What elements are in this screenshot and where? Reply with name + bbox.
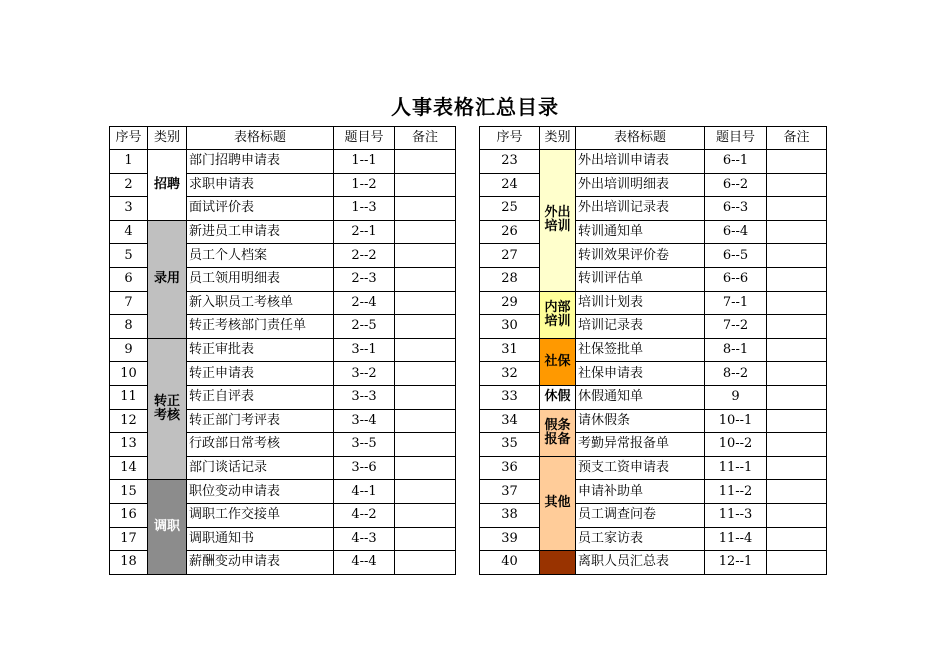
row-code: 11--3 — [705, 503, 767, 527]
row-title: 外出培训申请表 — [576, 150, 705, 174]
row-remark — [395, 315, 456, 339]
row-remark — [767, 197, 827, 221]
row-title: 行政部日常考核 — [187, 433, 334, 457]
row-remark — [395, 244, 456, 268]
category-cell: 调职 — [148, 480, 187, 574]
table-row — [480, 173, 827, 197]
row-code: 6--1 — [705, 150, 767, 174]
row-title: 员工个人档案 — [187, 244, 334, 268]
row-remark — [767, 409, 827, 433]
row-remark — [395, 503, 456, 527]
table-header-row — [480, 127, 827, 150]
row-title: 面试评价表 — [187, 197, 334, 221]
row-remark — [395, 173, 456, 197]
row-remark — [395, 220, 456, 244]
row-code: 1--2 — [334, 173, 395, 197]
row-no: 32 — [480, 362, 540, 386]
row-remark — [767, 267, 827, 291]
row-code: 12--1 — [705, 551, 767, 575]
row-title: 考勤异常报备单 — [576, 433, 705, 457]
row-code: 4--4 — [334, 551, 395, 575]
row-remark — [767, 173, 827, 197]
row-remark — [395, 456, 456, 480]
row-title: 转训评估单 — [576, 267, 705, 291]
category-cell: 转正考核 — [148, 338, 187, 480]
row-title: 转正申请表 — [187, 362, 334, 386]
row-remark — [767, 480, 827, 504]
row-no: 17 — [110, 527, 148, 551]
row-remark — [767, 385, 827, 409]
row-title: 调职工作交接单 — [187, 503, 334, 527]
header-remark: 备注 — [395, 127, 456, 150]
row-no: 38 — [480, 503, 540, 527]
row-no: 7 — [110, 291, 148, 315]
row-no: 10 — [110, 362, 148, 386]
row-no: 11 — [110, 385, 148, 409]
row-code: 3--2 — [334, 362, 395, 386]
row-code: 4--2 — [334, 503, 395, 527]
row-code: 2--3 — [334, 267, 395, 291]
row-code: 6--2 — [705, 173, 767, 197]
row-remark — [395, 480, 456, 504]
row-no: 2 — [110, 173, 148, 197]
row-remark — [395, 385, 456, 409]
table-right — [479, 126, 827, 575]
row-code: 4--3 — [334, 527, 395, 551]
row-title: 培训记录表 — [576, 315, 705, 339]
row-title: 调职通知书 — [187, 527, 334, 551]
row-no: 37 — [480, 480, 540, 504]
row-remark — [395, 433, 456, 457]
row-title: 转训效果评价卷 — [576, 244, 705, 268]
table-row — [480, 385, 827, 409]
row-no: 33 — [480, 385, 540, 409]
table-row — [110, 220, 456, 244]
row-remark — [767, 362, 827, 386]
table-row — [480, 456, 827, 480]
row-title: 外出培训明细表 — [576, 173, 705, 197]
row-remark — [767, 551, 827, 575]
row-no: 30 — [480, 315, 540, 339]
page-title: 人事表格汇总目录 — [391, 95, 559, 119]
table-row — [480, 315, 827, 339]
row-no: 4 — [110, 220, 148, 244]
row-title: 转正考核部门责任单 — [187, 315, 334, 339]
row-remark — [767, 220, 827, 244]
row-title: 培训计划表 — [576, 291, 705, 315]
header-category: 类别 — [148, 127, 187, 150]
category-cell — [540, 551, 576, 575]
row-code: 10--1 — [705, 409, 767, 433]
row-no: 34 — [480, 409, 540, 433]
row-no: 6 — [110, 267, 148, 291]
row-code: 11--4 — [705, 527, 767, 551]
category-cell: 休假 — [540, 385, 576, 409]
row-no: 28 — [480, 267, 540, 291]
category-cell: 社保 — [540, 338, 576, 385]
table-row — [480, 527, 827, 551]
row-remark — [767, 244, 827, 268]
category-cell: 录用 — [148, 220, 187, 338]
table-row — [480, 267, 827, 291]
row-title: 新进员工申请表 — [187, 220, 334, 244]
table-row — [480, 480, 827, 504]
table-row — [480, 291, 827, 315]
header-title: 表格标题 — [576, 127, 705, 150]
table-row — [480, 551, 827, 575]
category-cell: 假条报备 — [540, 409, 576, 456]
category-cell: 内部培训 — [540, 291, 576, 338]
row-no: 36 — [480, 456, 540, 480]
row-no: 23 — [480, 150, 540, 174]
row-remark — [395, 527, 456, 551]
row-no: 27 — [480, 244, 540, 268]
row-no: 14 — [110, 456, 148, 480]
table-row — [480, 503, 827, 527]
row-title: 申请补助单 — [576, 480, 705, 504]
row-code: 11--2 — [705, 480, 767, 504]
row-code: 3--1 — [334, 338, 395, 362]
row-code: 4--1 — [334, 480, 395, 504]
row-title: 新入职员工考核单 — [187, 291, 334, 315]
row-code: 8--1 — [705, 338, 767, 362]
row-remark — [395, 267, 456, 291]
row-code: 11--1 — [705, 456, 767, 480]
header-no: 序号 — [480, 127, 540, 150]
row-remark — [395, 338, 456, 362]
row-no: 3 — [110, 197, 148, 221]
table-row — [110, 338, 456, 362]
row-title: 社保签批单 — [576, 338, 705, 362]
row-remark — [395, 197, 456, 221]
row-title: 转正部门考评表 — [187, 409, 334, 433]
table-header-row — [110, 127, 456, 150]
row-title: 职位变动申请表 — [187, 480, 334, 504]
header-code: 题目号 — [334, 127, 395, 150]
row-no: 8 — [110, 315, 148, 339]
row-code: 7--1 — [705, 291, 767, 315]
row-title: 转正审批表 — [187, 338, 334, 362]
row-no: 39 — [480, 527, 540, 551]
row-code: 1--3 — [334, 197, 395, 221]
row-title: 请休假条 — [576, 409, 705, 433]
row-code: 3--3 — [334, 385, 395, 409]
table-row — [480, 362, 827, 386]
table-row — [480, 409, 827, 433]
row-code: 2--4 — [334, 291, 395, 315]
row-remark — [395, 362, 456, 386]
table-row — [480, 150, 827, 174]
row-code: 6--3 — [705, 197, 767, 221]
row-remark — [767, 338, 827, 362]
header-remark: 备注 — [767, 127, 827, 150]
row-title: 转训通知单 — [576, 220, 705, 244]
row-title: 员工调查问卷 — [576, 503, 705, 527]
row-no: 16 — [110, 503, 148, 527]
row-no: 5 — [110, 244, 148, 268]
table-row — [110, 480, 456, 504]
row-title: 休假通知单 — [576, 385, 705, 409]
row-code: 1--1 — [334, 150, 395, 174]
header-no: 序号 — [110, 127, 148, 150]
row-title: 社保申请表 — [576, 362, 705, 386]
row-no: 26 — [480, 220, 540, 244]
row-remark — [395, 291, 456, 315]
table-row — [480, 220, 827, 244]
table-row — [480, 244, 827, 268]
row-code: 6--4 — [705, 220, 767, 244]
row-code: 3--5 — [334, 433, 395, 457]
row-title: 离职人员汇总表 — [576, 551, 705, 575]
row-remark — [767, 456, 827, 480]
row-code: 2--1 — [334, 220, 395, 244]
row-no: 40 — [480, 551, 540, 575]
row-no: 25 — [480, 197, 540, 221]
row-code: 8--2 — [705, 362, 767, 386]
row-code: 6--6 — [705, 267, 767, 291]
row-code: 6--5 — [705, 244, 767, 268]
row-no: 15 — [110, 480, 148, 504]
header-title: 表格标题 — [187, 127, 334, 150]
row-code: 7--2 — [705, 315, 767, 339]
row-remark — [767, 433, 827, 457]
table-row — [480, 338, 827, 362]
table-row — [480, 197, 827, 221]
row-remark — [395, 150, 456, 174]
row-remark — [767, 527, 827, 551]
table-row — [110, 150, 456, 174]
row-title: 外出培训记录表 — [576, 197, 705, 221]
row-code: 10--2 — [705, 433, 767, 457]
header-code: 题目号 — [705, 127, 767, 150]
table-left — [109, 126, 456, 575]
row-title: 薪酬变动申请表 — [187, 551, 334, 575]
category-cell: 其他 — [540, 456, 576, 550]
row-title: 预支工资申请表 — [576, 456, 705, 480]
row-code: 3--6 — [334, 456, 395, 480]
row-no: 12 — [110, 409, 148, 433]
row-title: 转正自评表 — [187, 385, 334, 409]
row-no: 18 — [110, 551, 148, 575]
row-remark — [767, 150, 827, 174]
row-title: 员工家访表 — [576, 527, 705, 551]
row-code: 2--2 — [334, 244, 395, 268]
row-no: 13 — [110, 433, 148, 457]
row-code: 9 — [705, 385, 767, 409]
row-remark — [767, 291, 827, 315]
row-no: 9 — [110, 338, 148, 362]
header-category: 类别 — [540, 127, 576, 150]
row-code: 2--5 — [334, 315, 395, 339]
row-no: 29 — [480, 291, 540, 315]
row-remark — [767, 503, 827, 527]
row-no: 31 — [480, 338, 540, 362]
category-cell: 外出培训 — [540, 150, 576, 292]
row-remark — [395, 409, 456, 433]
row-title: 员工领用明细表 — [187, 267, 334, 291]
row-remark — [767, 315, 827, 339]
row-code: 3--4 — [334, 409, 395, 433]
category-cell: 招聘 — [148, 150, 187, 221]
row-no: 24 — [480, 173, 540, 197]
row-title: 求职申请表 — [187, 173, 334, 197]
row-no: 35 — [480, 433, 540, 457]
table-row — [480, 433, 827, 457]
row-title: 部门招聘申请表 — [187, 150, 334, 174]
row-no: 1 — [110, 150, 148, 174]
row-remark — [395, 551, 456, 575]
row-title: 部门谈话记录 — [187, 456, 334, 480]
